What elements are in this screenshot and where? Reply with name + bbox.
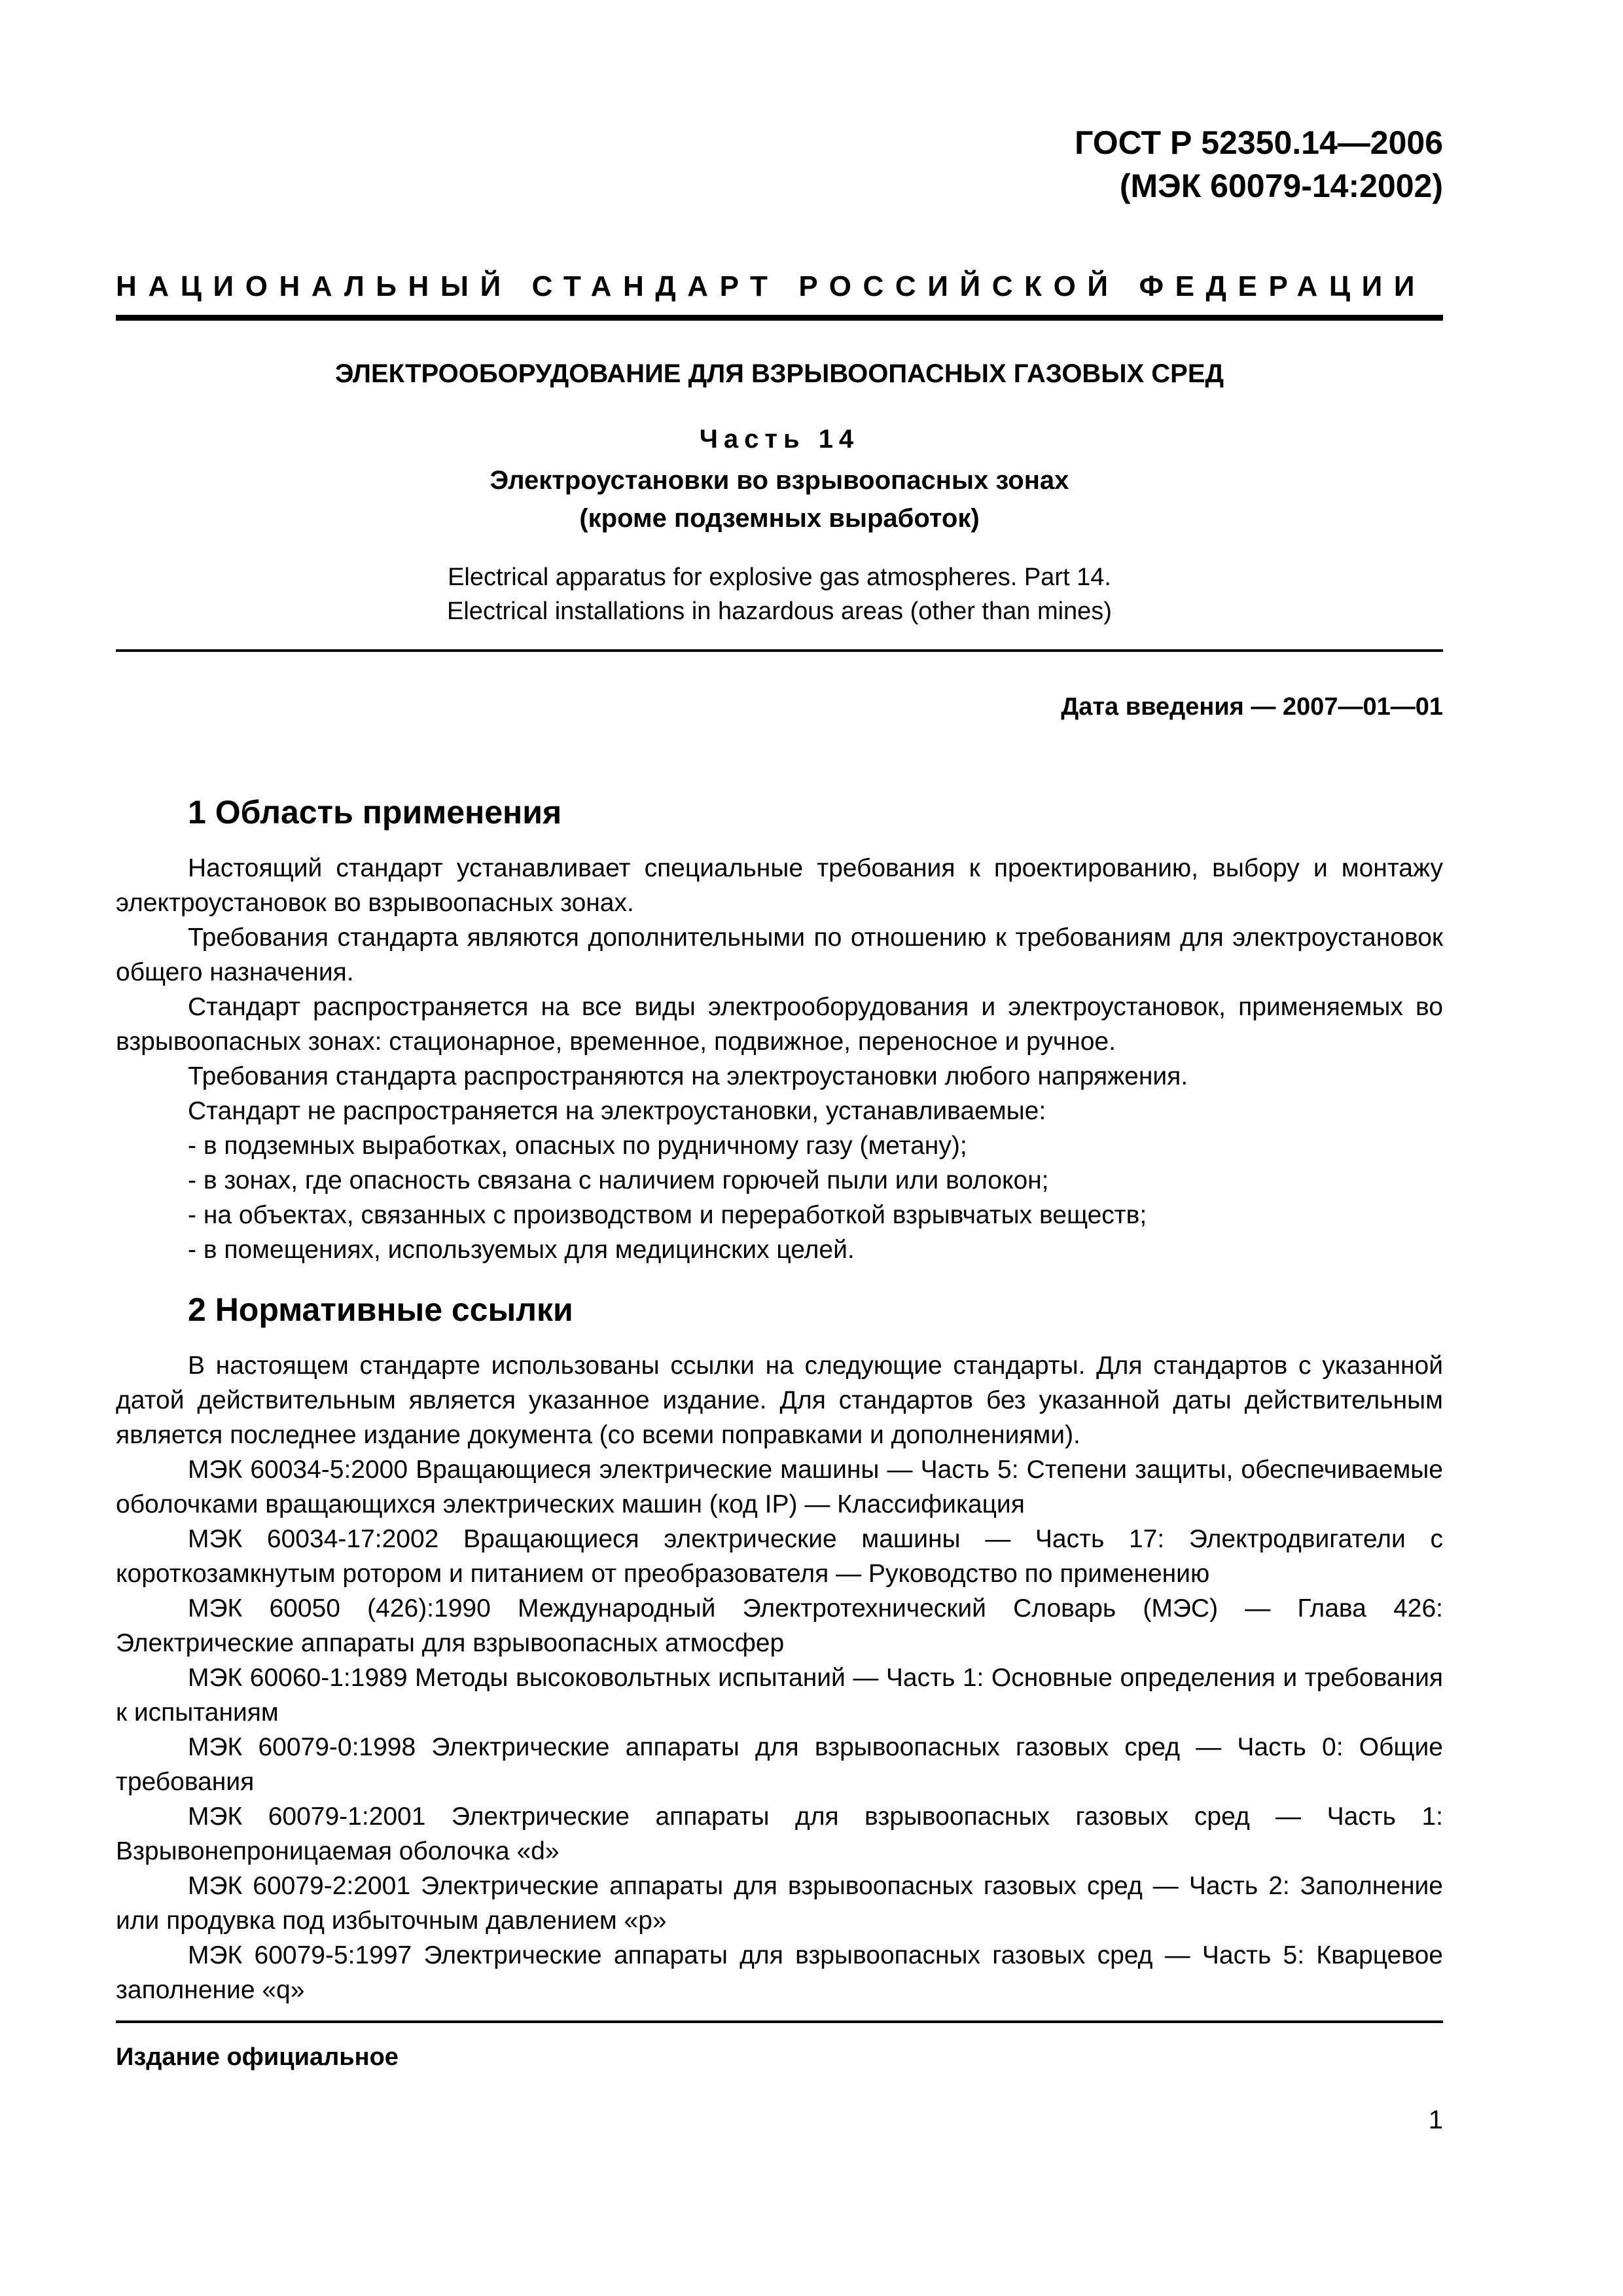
part-label: Часть 14 xyxy=(699,425,860,454)
reference-entry: МЭК 60060-1:1989 Методы высоковольтных испытаний — Часть 1: Основные определения и требования к испытаниям xyxy=(116,1664,1443,1727)
reference-entry: МЭК 60079-2:2001 Электрические аппараты для взрывоопасных газовых сред — Часть 2: Заполнение или продувка под избыточным давлением «p» xyxy=(116,1872,1443,1935)
title-divider xyxy=(116,649,1443,652)
iec-number: (МЭК 60079-14:2002) xyxy=(1119,168,1443,204)
part-title-line: (кроме подземных выработок) xyxy=(579,504,980,533)
reference-entry: МЭК 60079-0:1998 Электрические аппараты для взрывоопасных газовых сред — Часть 0: Общие требования xyxy=(116,1733,1443,1796)
paragraph: Требования стандарта распространяются на электроустановки любого напряжения. xyxy=(188,1062,1188,1090)
gost-number: ГОСТ Р 52350.14—2006 xyxy=(1075,124,1443,161)
list-item: - в помещениях, используемых для медицинских целей. xyxy=(188,1236,855,1264)
header-divider xyxy=(116,315,1443,321)
paragraph: Стандарт распространяется на все виды электрооборудования и электроустановок, применяемых во взрывоопасных зонах: стационарное, временное, подвижное, переносное и ручное. xyxy=(116,993,1443,1056)
paragraph: В настоящем стандарте использованы ссылки на следующие стандарты. Для стандартов с указанной датой действительным является указанное издание. Для стандартов без указанной даты действительным является последнее издание документа (со всеми поправками и дополнениями). xyxy=(116,1352,1443,1449)
reference-entry: МЭК 60050 (426):1990 Международный Электротехнический Словарь (МЭС) — Глава 426: Электрические аппараты для взрывоопасных атмосфер xyxy=(116,1594,1443,1657)
paragraph: Настоящий стандарт устанавливает специальные требования к проектированию, выбору и монтажу электроустановок во взрывоопасных зонах. xyxy=(116,854,1443,917)
reference-entry: МЭК 60079-5:1997 Электрические аппараты для взрывоопасных газовых сред — Часть 5: Кварцевое заполнение «q» xyxy=(116,1941,1443,2004)
section-heading-references: 2 Нормативные ссылки xyxy=(188,1291,573,1328)
english-title-line: Electrical installations in hazardous areas (other than mines) xyxy=(447,598,1112,625)
footer-divider xyxy=(116,2020,1443,2023)
list-item: - в подземных выработках, опасных по рудничному газу (метану); xyxy=(188,1132,967,1160)
national-standard-title: НАЦИОНАЛЬНЫЙ СТАНДАРТ РОССИЙСКОЙ ФЕДЕРАЦИИ xyxy=(116,270,1427,302)
part-title xyxy=(116,461,1443,537)
introduction-date: Дата введения — 2007—01—01 xyxy=(1061,693,1443,721)
section-heading-scope: 1 Область применения xyxy=(188,794,562,831)
english-title-line: Electrical apparatus for explosive gas atmospheres. Part 14. xyxy=(448,564,1111,591)
references-section-body xyxy=(116,1348,1443,2007)
reference-entry: МЭК 60034-5:2000 Вращающиеся электрические машины — Часть 5: Степени защиты, обеспечиваемые оболочками вращающихся электрических машин (код IP) — Классификация xyxy=(116,1456,1443,1518)
english-title xyxy=(116,560,1443,628)
standard-designation xyxy=(1075,121,1443,207)
page-number: 1 xyxy=(1428,2106,1443,2134)
part-title-line: Электроустановки во взрывоопасных зонах xyxy=(490,466,1069,495)
list-item: - на объектах, связанных с производством и переработкой взрывчатых веществ; xyxy=(188,1201,1147,1229)
standard-title: ЭЛЕКТРООБОРУДОВАНИЕ ДЛЯ ВЗРЫВООПАСНЫХ ГАЗОВЫХ СРЕД xyxy=(334,359,1224,388)
scope-section-body xyxy=(116,851,1443,1267)
reference-entry: МЭК 60034-17:2002 Вращающиеся электрические машины — Часть 17: Электродвигатели с короткозамкнутым ротором и питанием от преобразователя — Руководство по применению xyxy=(116,1525,1443,1588)
paragraph: Требования стандарта являются дополнительными по отношению к требованиям для электроустановок общего назначения. xyxy=(116,924,1443,986)
reference-entry: МЭК 60079-1:2001 Электрические аппараты для взрывоопасных газовых сред — Часть 1: Взрывонепроницаемая оболочка «d» xyxy=(116,1803,1443,1865)
official-edition-label: Издание официальное xyxy=(116,2043,399,2071)
paragraph: Стандарт не распространяется на электроустановки, устанавливаемые: xyxy=(188,1097,1046,1125)
list-item: - в зонах, где опасность связана с наличием горючей пыли или волокон; xyxy=(188,1166,1049,1194)
